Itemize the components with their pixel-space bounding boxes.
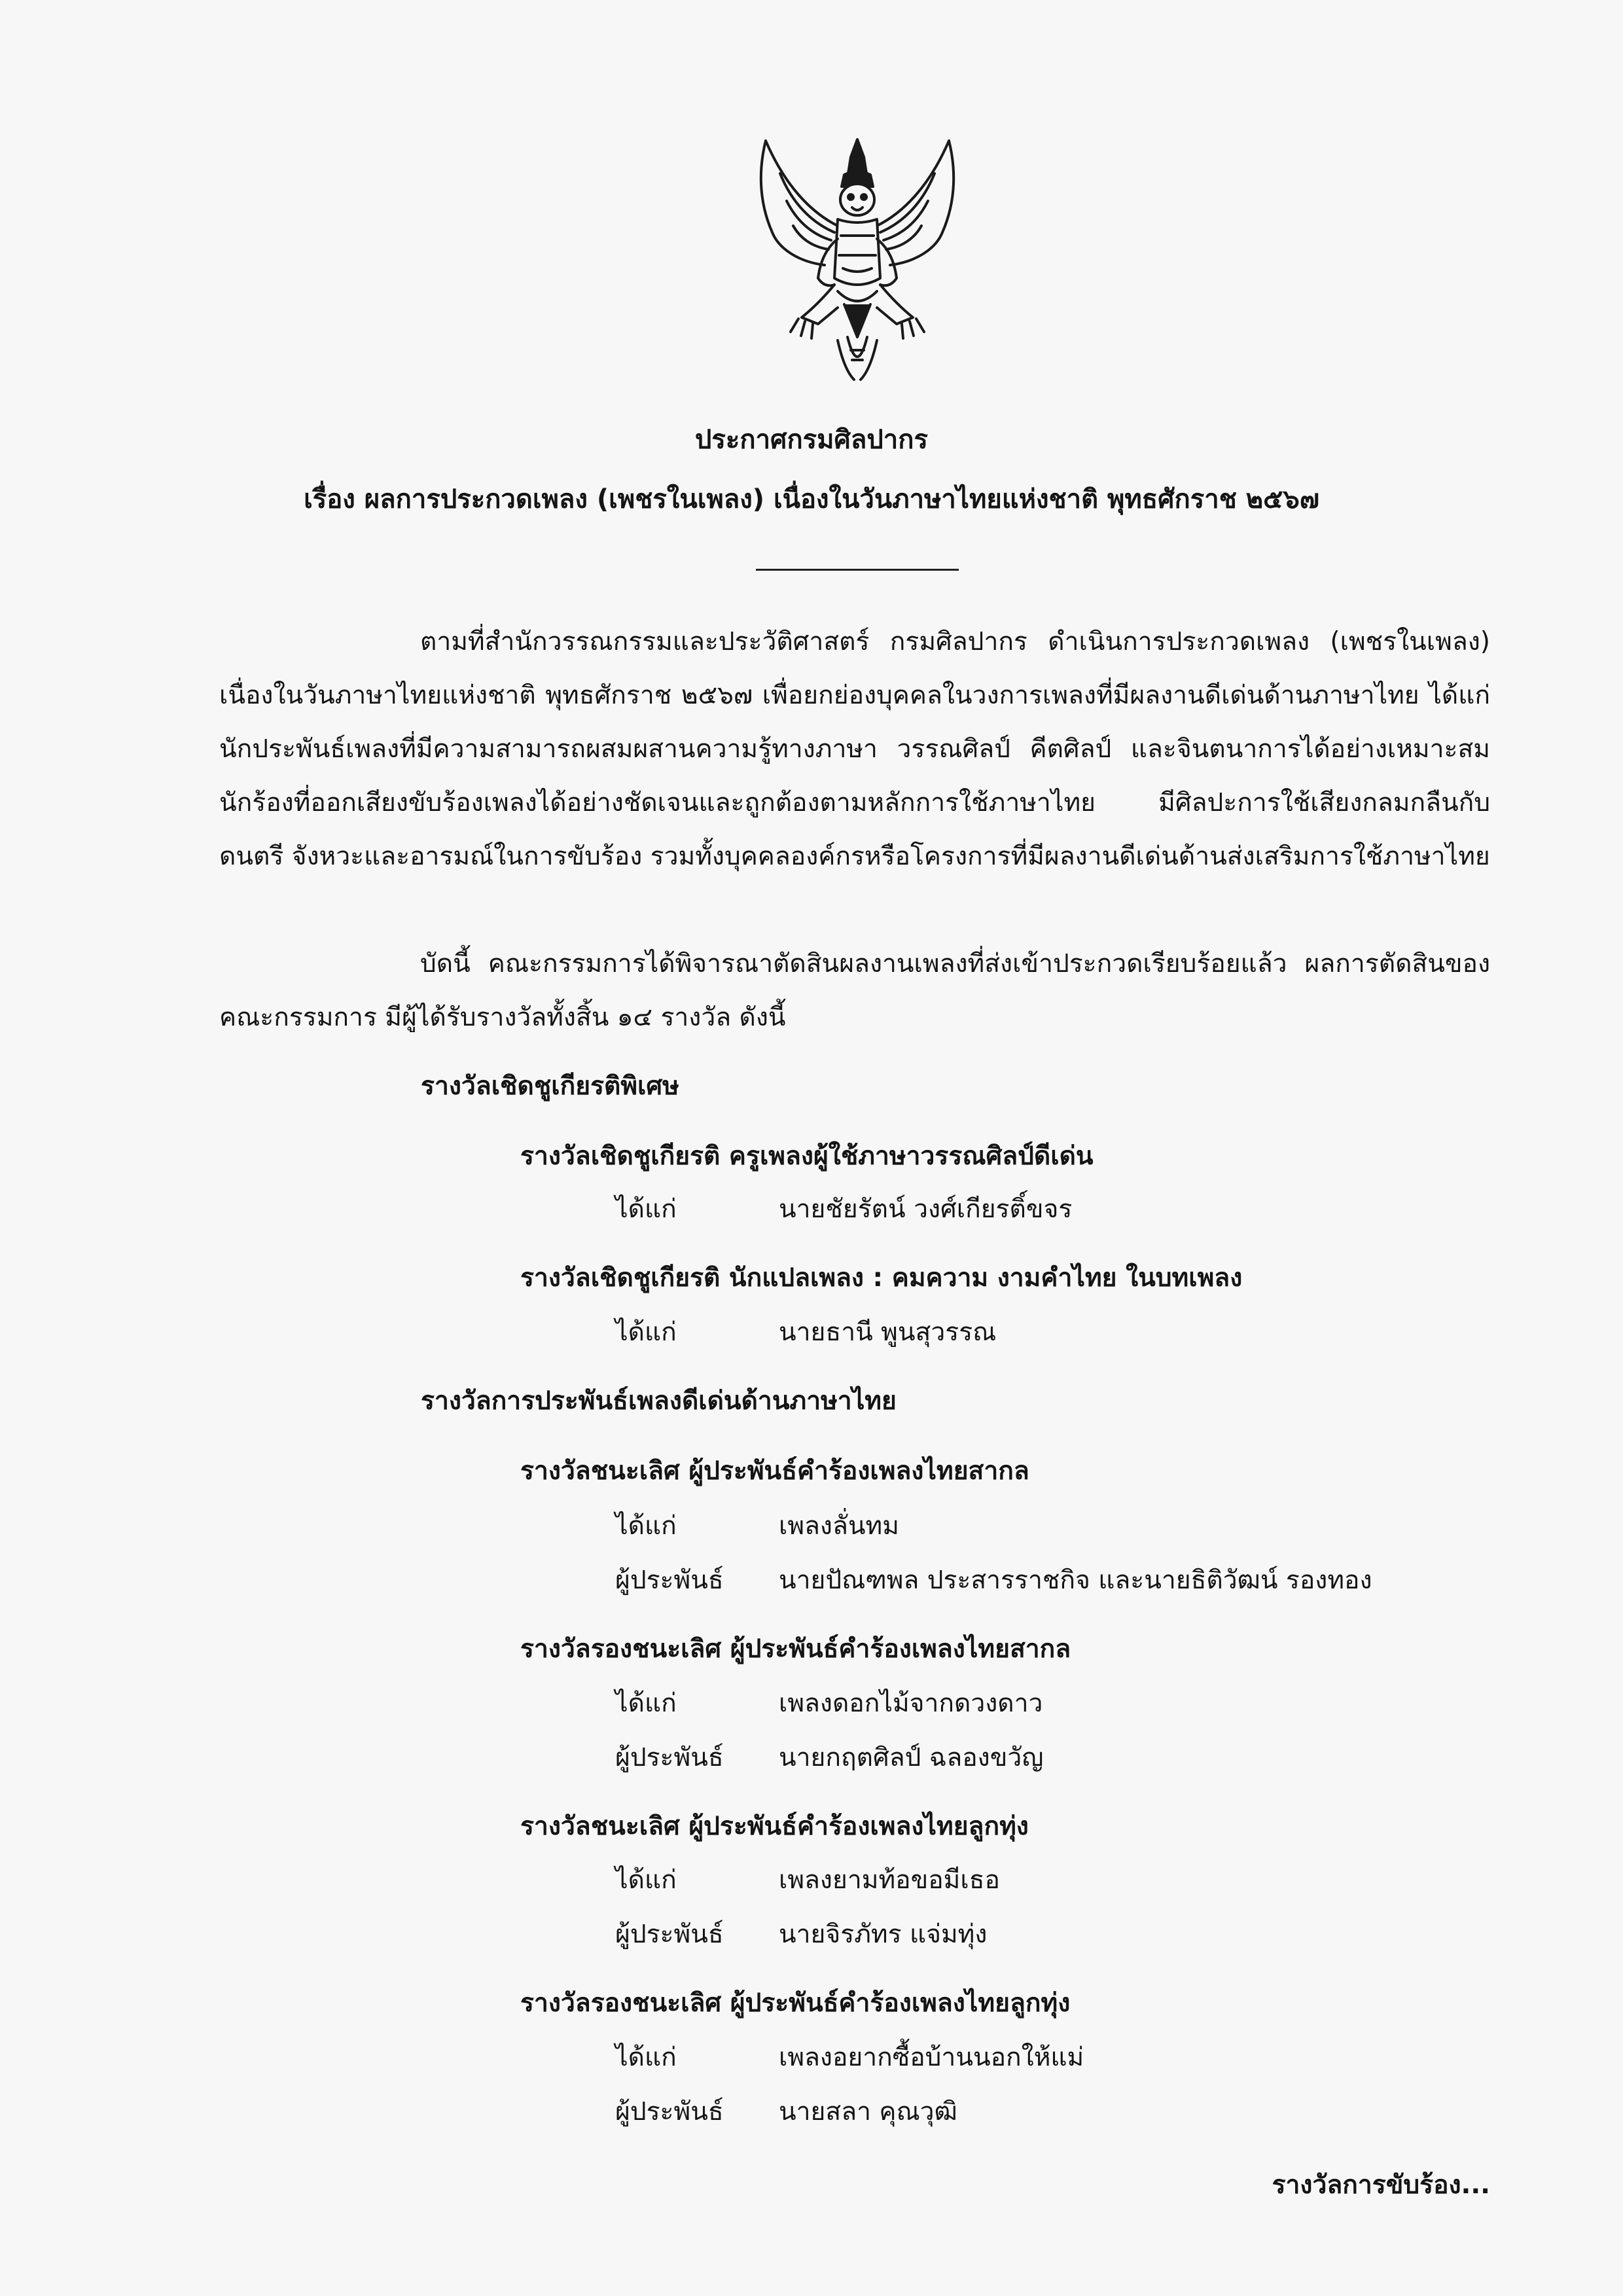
composer-name: นายปัณฑพล ประสารราชกิจ และนายธิติวัฒน์ รองทอง [779, 1566, 1372, 1595]
intro-paragraph: ตามที่สำนักวรรณกรรมและประวัติศาสตร์ กรมศิลปากร ดำเนินการประกวดเพลง (เพชรในเพลง) เนื่องในวันภาษาไทยแห่งชาติ พุทธศักราช ๒๕๖๗ เพื่อยกย่องบุคคลในวงการเพลงที่มีผลงานดีเด่นด้านภาษาไทย ได้แก่ นักประพันธ์เพลงที่มีความสามารถผสมผสานความรู้ทางภาษา วรรณศิลป์ คีตศิลป์ และจินตนาการได้อย่างเหมาะสม นักร้องที่ออกเสียงขับร้องเพลงได้อย่างชัดเจนและถูกต้องตามหลักการใช้ภาษาไทย มีศิลปะการใช้เสียงกลมกลืนกับดนตรี จังหวะและอารมณ์ในการขับร้อง รวมทั้งบุคคลองค์กรหรือโครงการที่มีผลงานดีเด่นด้านส่งเสริมการใช้ภาษาไทย [219, 627, 1490, 871]
result-paragraph: บัดนี้ คณะกรรมการได้พิจารณาตัดสินผลงานเพลงที่ส่งเข้าประกวดเรียบร้อยแล้ว ผลการตัดสินของคณะกรรมการ มีผู้ได้รับรางวัลทั้งสิ้น ๑๔ รางวัล ดังนี้ [219, 949, 1490, 1032]
song-title: เพลงดอกไม้จากดวงดาว [779, 1689, 1043, 1718]
composer-label: ผู้ประพันธ์ [615, 1743, 724, 1772]
composer-name: นายกฤตศิลป์ ฉลองขวัญ [779, 1743, 1044, 1772]
announcement-agency: ประกาศกรมศิลปากร [695, 425, 928, 455]
recipient-name: นายธานี พูนสุวรรณ [779, 1318, 997, 1347]
song-title: เพลงลั่นทม [779, 1511, 899, 1541]
recipient-label: ได้แก่ [615, 1318, 677, 1347]
recipient-label: ได้แก่ [615, 1194, 677, 1224]
section-heading: รางวัลการประพันธ์เพลงดีเด่นด้านภาษาไทย [421, 1386, 897, 1416]
song-title: เพลงยามท้อขอมีเธอ [779, 1865, 1000, 1895]
recipient-label: ได้แก่ [615, 1689, 677, 1718]
composer-label: ผู้ประพันธ์ [615, 1566, 724, 1595]
section-heading: รางวัลเชิดชูเกียรติพิเศษ [421, 1071, 679, 1101]
composer-label: ผู้ประพันธ์ [615, 1920, 724, 1949]
composer-name: นายสลา คุณวุฒิ [779, 2097, 957, 2126]
continuation-text: รางวัลการขับร้อง... [1272, 2170, 1490, 2200]
recipient-label: ได้แก่ [615, 2043, 677, 2072]
recipient-name: นายชัยรัตน์ วงศ์เกียรติ์ขจร [779, 1194, 1073, 1224]
composer-label: ผู้ประพันธ์ [615, 2097, 724, 2126]
song-title: เพลงอยากซื้อบ้านนอกให้แม่ [779, 2043, 1084, 2072]
award-title: รางวัลชนะเลิศ ผู้ประพันธ์คำร้องเพลงไทยลูกทุ่ง [520, 1812, 1029, 1841]
award-title: รางวัลรองชนะเลิศ ผู้ประพันธ์คำร้องเพลงไทยสากล [520, 1634, 1071, 1664]
title-divider [756, 569, 959, 571]
recipient-label: ได้แก่ [615, 1511, 677, 1541]
recipient-label: ได้แก่ [615, 1865, 677, 1895]
composer-name: นายจิรภัทร แจ่มทุ่ง [779, 1920, 988, 1949]
garuda-emblem-icon [740, 128, 975, 389]
announcement-subject: เรื่อง ผลการประกวดเพลง (เพชรในเพลง) เนื่องในวันภาษาไทยแห่งชาติ พุทธศักราช ๒๕๖๗ [304, 484, 1319, 514]
award-title: รางวัลเชิดชูเกียรติ นักแปลเพลง : คมความ งามคำไทย ในบทเพลง [520, 1263, 1243, 1293]
award-title: รางวัลรองชนะเลิศ ผู้ประพันธ์คำร้องเพลงไทยลูกทุ่ง [520, 1988, 1071, 2018]
award-title: รางวัลชนะเลิศ ผู้ประพันธ์คำร้องเพลงไทยสากล [520, 1456, 1029, 1486]
award-title: รางวัลเชิดชูเกียรติ ครูเพลงผู้ใช้ภาษาวรรณศิลป์ดีเด่น [520, 1141, 1094, 1171]
